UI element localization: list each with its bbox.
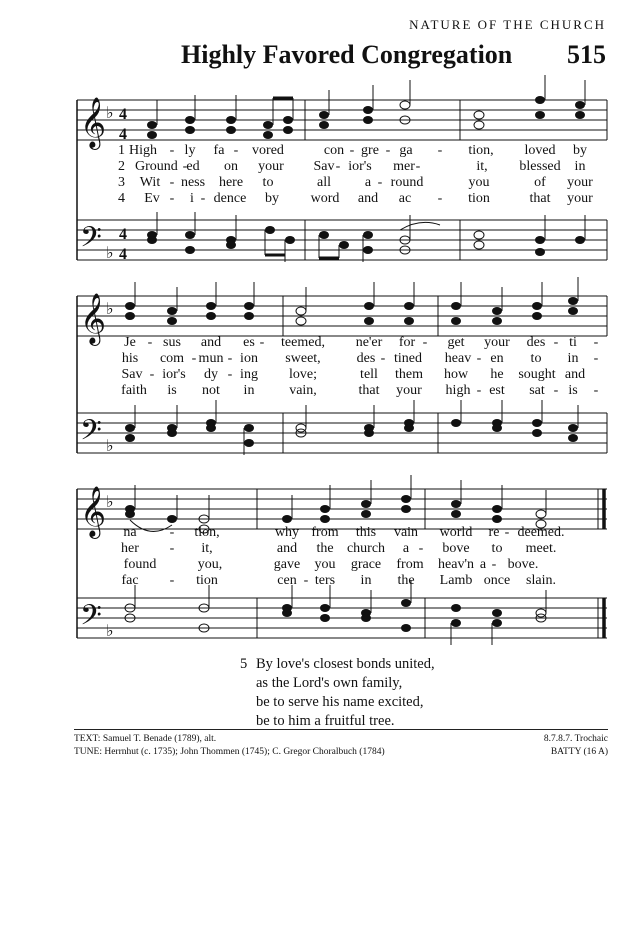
hyphen: - [380,351,386,366]
syllable: his [121,351,139,366]
time-signature: 4 [119,246,127,263]
syllable: Sav [313,159,335,174]
tune-author: Herrnhut (c. 1735); John Thommen (1745); C. Gregor Choralbuch (1784) [104,747,385,757]
divider [74,729,608,730]
treble-staff-3 [77,489,607,529]
syllable: you, [197,557,223,572]
syllable: ed [186,159,200,174]
syllable: vored [252,143,284,158]
hyphen: - [385,143,391,158]
syllable: Wit [139,175,161,190]
treble-clef: 𝄞 [80,486,107,537]
syllable: found [123,557,157,572]
treble-stems-3 [130,475,546,531]
syllable: word [310,191,340,206]
syllable: on [224,159,238,174]
bass-staff-2 [77,413,607,453]
syllable: is [568,383,578,398]
bass-staff-3 [77,598,607,638]
hyphen: - [418,541,424,556]
syllable: in [243,383,255,398]
verse-number: 4 [118,191,125,206]
syllable: cen [277,573,297,588]
syllable: faith [121,383,147,398]
syllable: get [447,335,465,350]
syllable: church [346,541,386,556]
time-signature: 4 [119,226,127,243]
flat-sign: ♭ [106,245,114,262]
verse-number: 3 [118,175,125,190]
syllable: ior's [348,159,372,174]
syllable: na [123,525,137,540]
treble-notes-1 [147,96,585,139]
syllable: ga [399,143,413,158]
syllable: Ev [144,191,160,206]
syllable: mun [198,351,224,366]
syllable: for [398,335,416,350]
time-signature: 4 [119,106,127,123]
stanza-line: By love's closest bonds united, [256,656,435,672]
syllable: why [274,525,300,540]
syllable: tion, [468,143,494,158]
hyphen: - [169,175,175,190]
text-label: TEXT: [74,734,101,744]
syllable: des [356,351,376,366]
hyphen: - [303,573,309,588]
hyphen: - [593,351,599,366]
syllable: her [121,541,139,556]
syllable: the [316,541,334,556]
verse-number: 2 [118,159,125,174]
syllable: ters [314,573,336,588]
syllable: gave [273,557,301,572]
syllable: to [262,175,274,190]
bass-clef: 𝄢 [80,221,102,261]
syllable: in [360,573,372,588]
hyphen: - [191,351,197,366]
syllable: it, [476,159,488,174]
time-signature: 4 [119,126,127,143]
lyrics-system-2 [0,335,640,405]
syllable: and [564,367,586,382]
syllable: your [567,175,593,190]
syllable: deemed. [517,525,565,540]
syllable: to [491,541,503,556]
syllable: com [159,351,185,366]
syllable: love; [289,367,317,382]
syllable: in [574,159,586,174]
bass-stems-2 [135,400,578,455]
syllable: blessed [519,159,561,174]
treble-staff-2 [77,296,607,336]
syllable: a [364,175,372,190]
syllable: the [397,573,415,588]
syllable: Lamb [439,573,473,588]
syllable: world [439,525,473,540]
syllable: and [200,335,222,350]
syllable: des [526,335,546,350]
syllable: heav [444,351,472,366]
syllable: ior's [162,367,186,382]
hyphen: - [476,351,482,366]
syllable: est [489,383,505,398]
syllable: en [490,351,504,366]
syllable: Je [124,335,136,350]
syllable: tell [360,367,378,382]
hyphen: - [335,159,341,174]
hyphen: - [147,335,153,350]
bass-notes-3 [125,599,546,632]
text-credit [74,734,216,744]
syllable: a [479,557,487,572]
syllable: ne'er [355,335,383,350]
syllable: that [529,191,551,206]
syllable: to [530,351,542,366]
syllable: sat [529,383,545,398]
syllable: tion [468,191,490,206]
tune-label: TUNE: [74,747,102,757]
syllable: all [317,175,331,190]
syllable: your [567,191,593,206]
syllable: teemed, [281,335,325,350]
hyphen: - [491,557,497,572]
syllable: bove [442,541,470,556]
syllable: tion, [194,525,220,540]
syllable: from [311,525,339,540]
verse-number: 5 [240,656,248,672]
syllable: meet. [525,541,557,556]
syllable: once [483,573,511,588]
syllable: a [402,541,410,556]
stanza-line: be to him a fruitful tree. [256,713,395,729]
flat-sign: ♭ [106,105,114,122]
syllable: slain. [526,573,556,588]
hyphen: - [349,143,355,158]
hymn-number: 515 [567,40,606,69]
syllable: ly [184,143,196,158]
hyphen: - [149,367,155,382]
syllable: by [265,191,279,206]
syllable: here [218,175,244,190]
syllable: how [443,367,469,382]
syllable: your [484,335,510,350]
flat-sign: ♭ [106,301,114,318]
hyphen: - [593,335,599,350]
syllable: high [445,383,471,398]
treble-clef: 𝄞 [80,293,107,344]
hyphen: - [200,191,206,206]
syllable: round [390,175,424,190]
syllable: you [468,175,490,190]
hyphen: - [437,143,443,158]
hyphen: - [553,335,559,350]
syllable: vain, [289,383,317,398]
syllable: of [534,175,546,190]
hyphen: - [377,175,383,190]
section-heading: NATURE OF THE CHURCH [409,17,606,32]
syllable: es [243,335,255,350]
syllable: it, [201,541,213,556]
syllable: grace [350,557,382,572]
syllable: is [167,383,177,398]
syllable: your [258,159,284,174]
syllable: your [396,383,422,398]
hyphen: - [169,525,175,540]
syllable: sweet, [285,351,321,366]
syllable: fac [121,573,139,588]
flat-sign: ♭ [106,623,114,640]
hyphen: - [169,143,175,158]
syllable: and [357,191,379,206]
verse-number: 1 [118,143,125,158]
syllable: that [358,383,380,398]
syllable: mer [393,159,415,174]
hyphen: - [227,351,233,366]
syllable: ion [240,351,258,366]
syllable: gre [361,143,379,158]
syllable: vain [393,525,419,540]
tune-credit [74,747,385,757]
meter: 8.7.8.7. Trochaic [543,734,608,744]
lyrics-system-3 [0,525,640,595]
syllable: Sav [121,367,143,382]
syllable: sought [518,367,556,382]
hyphen: - [233,143,239,158]
syllable: not [202,383,220,398]
treble-clef: 𝄞 [80,97,107,148]
hyphen: - [553,383,559,398]
syllable: ac [398,191,412,206]
hyphen: - [169,541,175,556]
syllable: heav'n [438,557,474,572]
syllable: in [567,351,579,366]
syllable: High [129,143,157,158]
hyphen: - [259,335,265,350]
syllable: this [355,525,377,540]
hyphen: - [169,573,175,588]
syllable: ti [569,335,577,350]
hyphen: - [476,383,482,398]
hyphen: - [415,159,421,174]
syllable: and [276,541,298,556]
hyphen: - [182,159,188,174]
syllable: bove. [507,557,539,572]
flat-sign: ♭ [106,494,114,511]
hyphen: - [169,191,175,206]
syllable: them [395,367,423,382]
syllable: by [573,143,587,158]
stanza-line: be to serve his name excited, [256,694,424,710]
syllable: he [490,367,504,382]
hyphen: - [437,191,443,206]
hymn-title: Highly Favored Congregation [181,40,513,69]
bass-clef: 𝄢 [80,599,102,639]
syllable: con [323,143,345,158]
syllable: ing [240,367,258,382]
syllable: fa [213,143,225,158]
syllable: from [396,557,424,572]
syllable: Ground [135,159,178,174]
syllable: ness [180,175,206,190]
hyphen: - [422,335,428,350]
tune-name: BATTY (16 A) [550,747,608,757]
text-author: Samuel T. Benade (1789), alt. [102,734,217,744]
hyphen: - [593,383,599,398]
flat-sign: ♭ [106,438,114,455]
hyphen: - [504,525,510,540]
bass-clef: 𝄢 [80,414,102,454]
syllable: re [488,525,500,540]
treble-notes-2 [125,297,578,325]
syllable: loved [524,143,556,158]
stanza-line: as the Lord's own family, [256,675,403,691]
syllable: i [190,191,194,206]
hyphen: - [227,367,233,382]
lyrics-system-1 [0,143,640,213]
syllable: sus [163,335,181,350]
syllable: tined [394,351,422,366]
syllable: dence [213,191,247,206]
syllable: dy [204,367,218,382]
syllable: tion [196,573,218,588]
syllable: you [314,557,336,572]
